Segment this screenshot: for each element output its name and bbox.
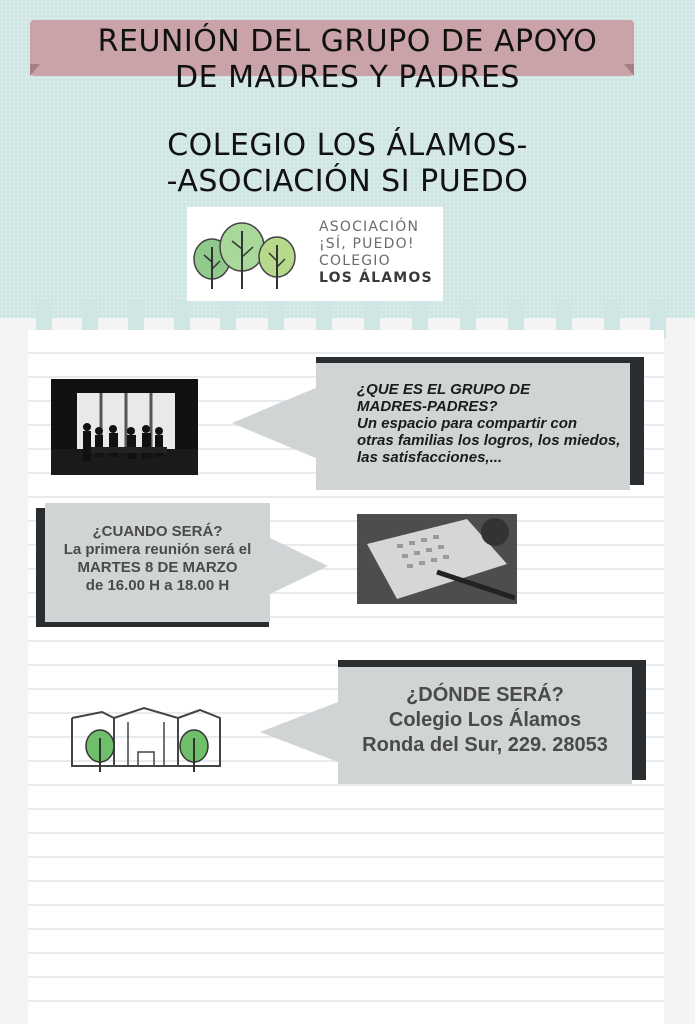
what-body: Un espacio para compartir con (357, 415, 578, 432)
what-body: las satisfacciones,... (357, 449, 503, 466)
when-card-pointer (266, 536, 328, 596)
school-building-icon (68, 704, 224, 772)
when-card-text (45, 523, 270, 595)
where-card (338, 667, 632, 784)
calendar-pen-photo (357, 514, 517, 604)
what-card (316, 363, 630, 490)
when-line: La primera reunión será el (63, 541, 252, 558)
calendar-pen-illustration (357, 514, 517, 604)
what-body: otras familias los logros, los miedos, (357, 432, 621, 449)
people-silhouettes-photo (51, 379, 198, 475)
logo-line: LOS ÁLAMOS (319, 270, 433, 286)
logo-line: COLEGIO (319, 253, 391, 269)
title-line: REUNIÓN DEL GRUPO DE APOYO (97, 24, 598, 59)
where-address: Ronda del Sur, 229. 28053 (362, 734, 608, 756)
page-subtitle (0, 128, 695, 200)
what-card-text (357, 381, 647, 466)
where-heading: ¿DÓNDE SERÁ? (406, 684, 564, 706)
logo-line: ASOCIACIÓN (319, 219, 420, 235)
what-heading: ¿QUE ES EL GRUPO DE (357, 381, 531, 398)
when-card (45, 503, 270, 622)
logo-line: ¡SÍ, PUEDO! (319, 236, 415, 252)
subtitle-line: -ASOCIACIÓN SI PUEDO (166, 164, 529, 199)
subtitle-line: COLEGIO LOS ÁLAMOS- (167, 128, 528, 163)
when-date: MARTES 8 DE MARZO (77, 559, 238, 576)
where-card-text (338, 683, 632, 758)
title-line: DE MADRES Y PADRES (175, 60, 520, 95)
association-logo (187, 207, 443, 301)
when-heading: ¿CUANDO SERÁ? (92, 523, 223, 540)
where-place: Colegio Los Álamos (388, 709, 582, 731)
three-trees-icon (187, 207, 307, 301)
logo-wordmark (319, 219, 443, 287)
what-card-pointer (232, 387, 318, 459)
page-title (0, 24, 695, 96)
when-time: de 16.00 H a 18.00 H (85, 577, 230, 594)
what-heading: MADRES-PADRES? (357, 398, 498, 415)
people-silhouettes-illustration (51, 379, 198, 475)
where-card-pointer (260, 702, 338, 762)
